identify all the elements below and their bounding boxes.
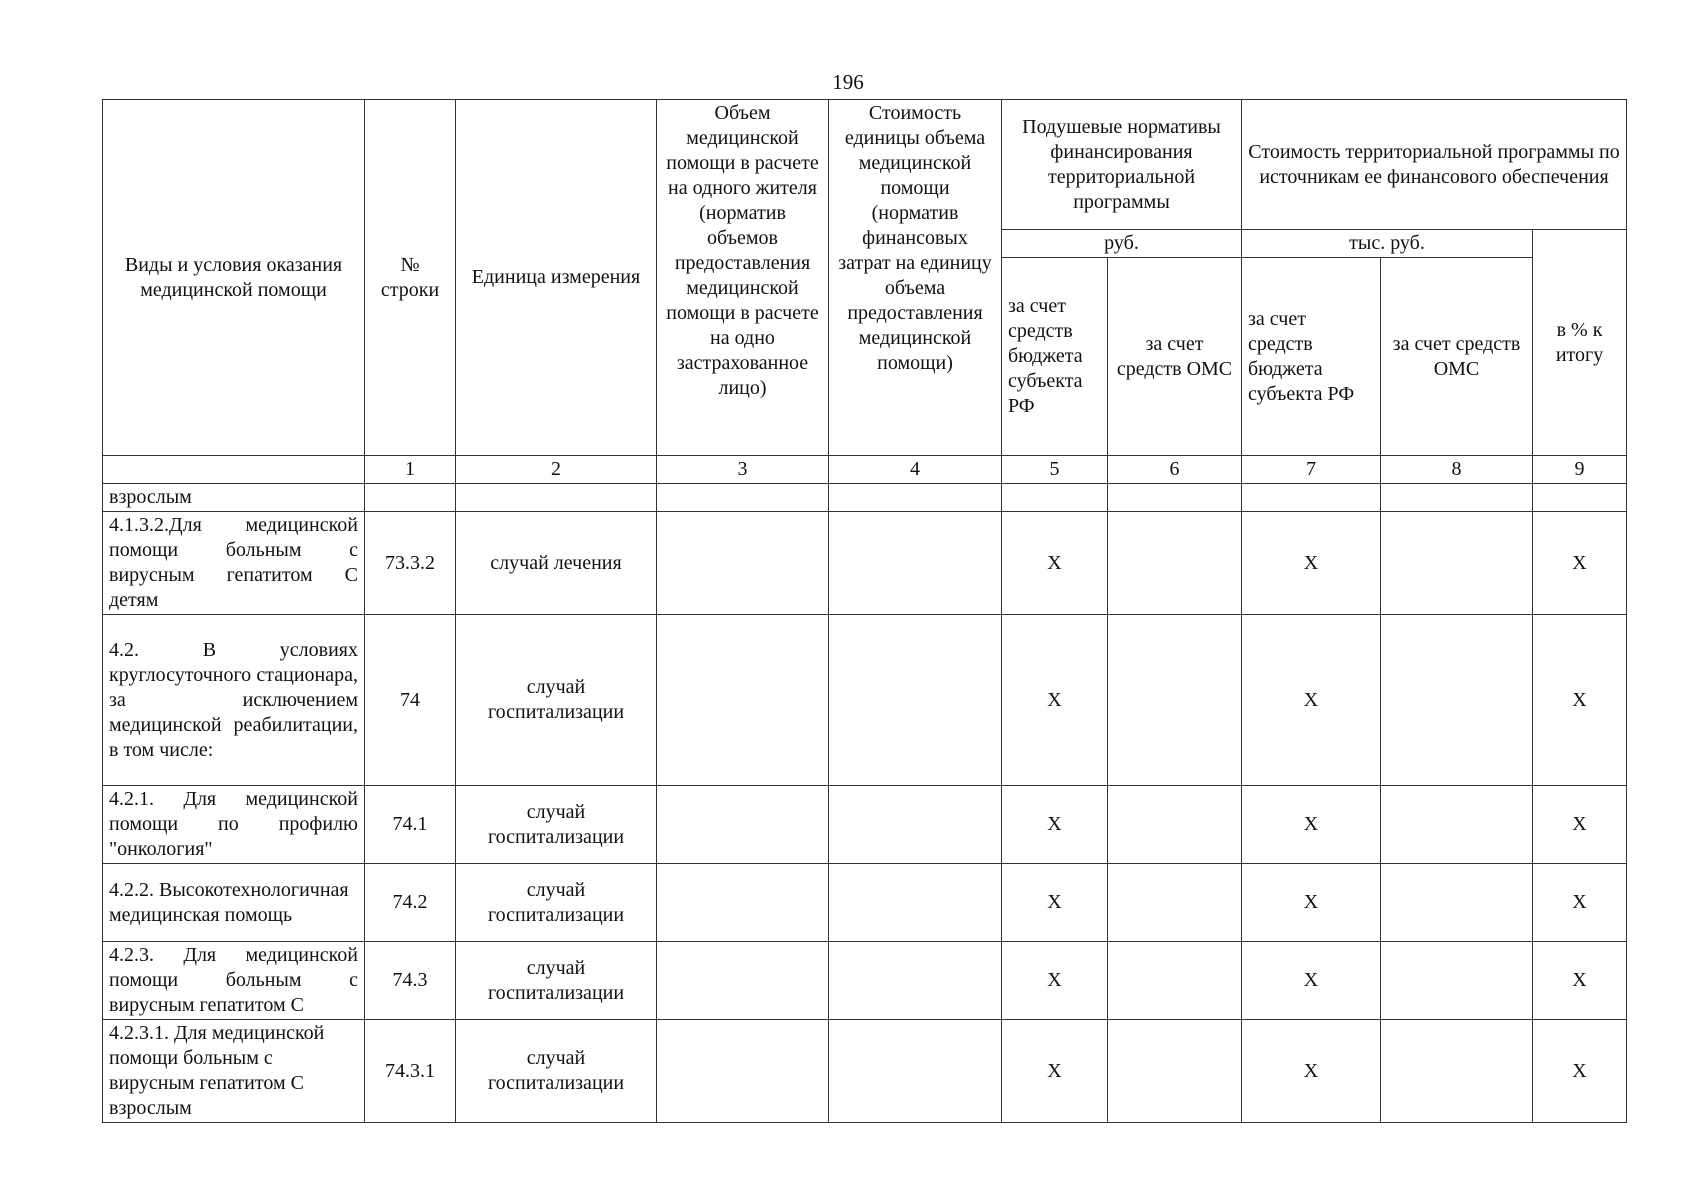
row-kind: 4.2.2. Высокотехнологичная медицинская помощь [103, 864, 365, 942]
header-oms-source-6: за счет средств ОМС [1108, 258, 1242, 456]
row-c7: X [1242, 864, 1381, 942]
row-c5: X [1002, 1020, 1108, 1123]
row-c5: X [1002, 786, 1108, 864]
row-unit: случай госпитализации [456, 864, 657, 942]
table-row [103, 864, 1627, 942]
row-unit: случай госпитализации [456, 942, 657, 1020]
row-c4 [829, 615, 1002, 786]
row-unit: случай госпитализации [456, 786, 657, 864]
row-c6 [1108, 864, 1242, 942]
row-c3 [657, 1020, 829, 1123]
row-kind: 4.2.3. Для медицинской помощи больным с вирусным гепатитом С [103, 942, 365, 1020]
header-unit-cost: Стоимость единицы объема медицинской помощи (норматив финансовых затрат на единицу объема предоставления медицинской помощи) [829, 100, 1002, 456]
row-c8 [1381, 512, 1533, 615]
row-c7: X [1242, 942, 1381, 1020]
column-number: 8 [1381, 456, 1533, 484]
row-unit: случай лечения [456, 512, 657, 615]
row-kind: 4.1.3.2.Для медицинской помощи больным с вирусным гепатитом С детям [103, 512, 365, 615]
row-c9: X [1533, 512, 1627, 615]
row-c7: X [1242, 1020, 1381, 1123]
row-number: 74.2 [365, 864, 456, 942]
row-c5 [1002, 484, 1108, 512]
table-row [103, 1020, 1627, 1123]
row-kind: 4.2.3.1. Для медицинской помощи больным с вирусным гепатитом С взрослым [103, 1020, 365, 1123]
column-number: 1 [365, 456, 456, 484]
row-c9: X [1533, 615, 1627, 786]
column-numbers-row [103, 456, 1627, 484]
header-oms-source-8: за счет средств ОМС [1381, 258, 1533, 456]
row-c4 [829, 786, 1002, 864]
table-row [103, 786, 1627, 864]
header-percent-total: в % к итогу [1533, 230, 1627, 456]
row-c3 [657, 484, 829, 512]
column-number: 9 [1533, 456, 1627, 484]
row-number: 74.3 [365, 942, 456, 1020]
column-number: 3 [657, 456, 829, 484]
row-c9: X [1533, 942, 1627, 1020]
column-number: 4 [829, 456, 1002, 484]
row-c7 [1242, 484, 1381, 512]
row-c5: X [1002, 942, 1108, 1020]
row-c3 [657, 512, 829, 615]
page-number: 196 [832, 70, 864, 94]
row-c3 [657, 615, 829, 786]
row-c3 [657, 942, 829, 1020]
row-c4 [829, 1020, 1002, 1123]
header-kind: Виды и условия оказания медицинской помощи [103, 100, 365, 456]
header-budget-source-7: за счет средств бюджета субъекта РФ [1242, 258, 1381, 456]
row-c8 [1381, 942, 1533, 1020]
row-number: 74.1 [365, 786, 456, 864]
row-c6 [1108, 1020, 1242, 1123]
row-c6 [1108, 484, 1242, 512]
row-c8 [1381, 484, 1533, 512]
row-unit: случай госпитализации [456, 615, 657, 786]
row-c7: X [1242, 512, 1381, 615]
row-c6 [1108, 512, 1242, 615]
column-number: 2 [456, 456, 657, 484]
row-c4 [829, 864, 1002, 942]
row-kind: 4.2.1. Для медицинской помощи по профилю "онкология" [103, 786, 365, 864]
header-row-number: № строки [365, 100, 456, 456]
financing-table [102, 99, 1627, 1123]
row-number: 74.3.1 [365, 1020, 456, 1123]
table-row [103, 615, 1627, 786]
row-c3 [657, 786, 829, 864]
row-c5: X [1002, 864, 1108, 942]
row-c9 [1533, 484, 1627, 512]
row-c8 [1381, 615, 1533, 786]
header-unit-thousand-rub: тыс. руб. [1242, 230, 1533, 258]
row-c4 [829, 942, 1002, 1020]
row-c5: X [1002, 615, 1108, 786]
row-unit: случай госпитализации [456, 1020, 657, 1123]
row-c9: X [1533, 1020, 1627, 1123]
row-c9: X [1533, 864, 1627, 942]
header-per-capita-group: Подушевые нормативы финансирования территориальной программы [1002, 100, 1242, 230]
row-number: 74 [365, 615, 456, 786]
row-number: 73.3.2 [365, 512, 456, 615]
header-volume: Объем медицинской помощи в расчете на одного жителя (норматив объемов предоставления медицинской помощи в расчете на одно застрахованное лицо) [657, 100, 829, 456]
row-c7: X [1242, 615, 1381, 786]
column-number: 5 [1002, 456, 1108, 484]
row-c6 [1108, 786, 1242, 864]
header-budget-source-5: за счет средств бюджета субъекта РФ [1002, 258, 1108, 456]
row-kind: взрослым [103, 484, 365, 512]
row-unit [456, 484, 657, 512]
table-row [103, 942, 1627, 1020]
row-c8 [1381, 864, 1533, 942]
row-c4 [829, 484, 1002, 512]
row-c6 [1108, 615, 1242, 786]
header-unit-rub: руб. [1002, 230, 1242, 258]
row-c8 [1381, 1020, 1533, 1123]
header-unit: Единица измерения [456, 100, 657, 456]
column-number: 7 [1242, 456, 1381, 484]
row-kind: 4.2. В условиях круглосуточного стационара, за исключением медицинской реабилитации, в том числе: [103, 615, 365, 786]
row-c9: X [1533, 786, 1627, 864]
column-number [103, 456, 365, 484]
row-c4 [829, 512, 1002, 615]
table-row [103, 512, 1627, 615]
row-c3 [657, 864, 829, 942]
header-program-cost-group: Стоимость территориальной программы по источникам ее финансового обеспечения [1242, 100, 1627, 230]
row-number [365, 484, 456, 512]
row-c6 [1108, 942, 1242, 1020]
column-number: 6 [1108, 456, 1242, 484]
row-c7: X [1242, 786, 1381, 864]
table-row [103, 484, 1627, 512]
row-c8 [1381, 786, 1533, 864]
row-c5: X [1002, 512, 1108, 615]
